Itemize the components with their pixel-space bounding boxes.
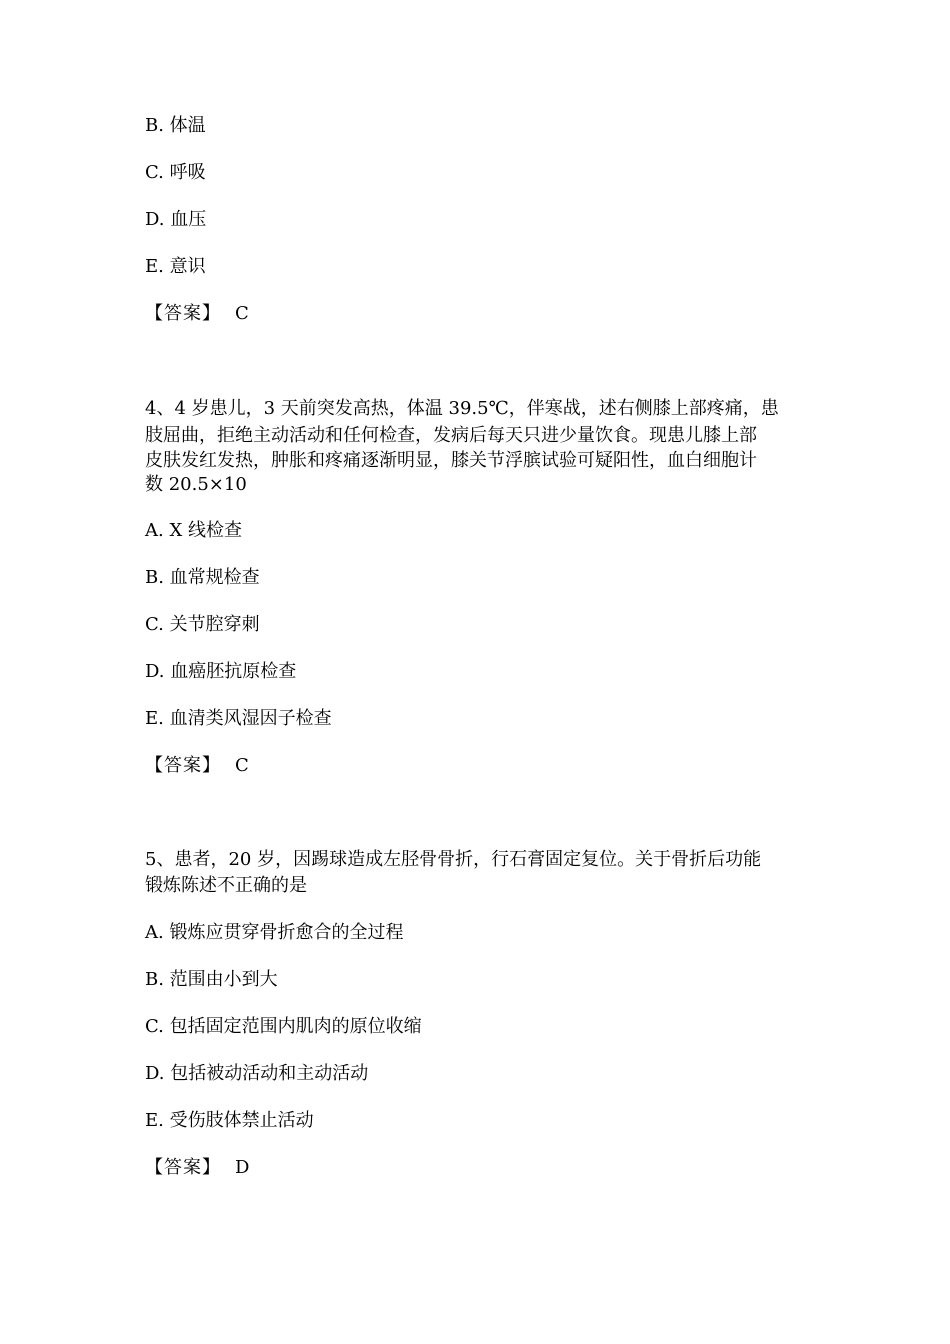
question-4-answer-line [145,754,249,778]
answer-value: C [235,755,249,776]
option-c: C. 呼吸 [145,162,206,183]
question-5-option-e: E. 受伤肢体禁止活动 [145,1110,314,1131]
question-4-stem-line-4: 数 20.5×10 [145,474,247,495]
question-4-option-e: E. 血清类风湿因子检查 [145,708,332,729]
option-b: B. 体温 [145,115,206,136]
question-4-stem-line-1: 4、4 岁患儿，3 天前突发高热，体温 39.5℃，伴寒战，述右侧膝上部疼痛，患 [145,398,779,419]
question-5-option-c: C. 包括固定范围内肌肉的原位收缩 [145,1016,422,1037]
question-5-stem-line-1: 5、患者，20 岁，因踢球造成左胫骨骨折，行石膏固定复位。关于骨折后功能 [145,849,762,870]
answer-value: C [235,303,249,324]
question-5-option-a: A. 锻炼应贯穿骨折愈合的全过程 [145,922,404,943]
question-4-stem-line-2: 肢屈曲，拒绝主动活动和任何检查，发病后每天只进少量饮食。现患儿膝上部 [145,425,757,446]
question-5-option-d: D. 包括被动活动和主动活动 [145,1063,369,1084]
question-4-option-b: B. 血常规检查 [145,567,260,588]
option-e: E. 意识 [145,256,206,277]
answer-label: 【答案】 [145,303,221,324]
question-4-stem-line-3: 皮肤发红发热，肿胀和疼痛逐渐明显，膝关节浮膑试验可疑阳性，血白细胞计 [145,450,757,471]
question-4-option-c: C. 关节腔穿刺 [145,614,260,635]
question-5-stem-line-2: 锻炼陈述不正确的是 [145,875,307,896]
answer-line [145,302,249,326]
question-5-answer-line [145,1156,249,1180]
answer-label: 【答案】 [145,1157,221,1178]
option-d: D. 血压 [145,209,207,230]
question-5-option-b: B. 范围由小到大 [145,969,278,990]
answer-label: 【答案】 [145,755,221,776]
answer-value: D [235,1157,250,1178]
question-4-option-a: A. X 线检查 [145,520,242,541]
question-4-option-d: D. 血癌胚抗原检查 [145,661,297,682]
